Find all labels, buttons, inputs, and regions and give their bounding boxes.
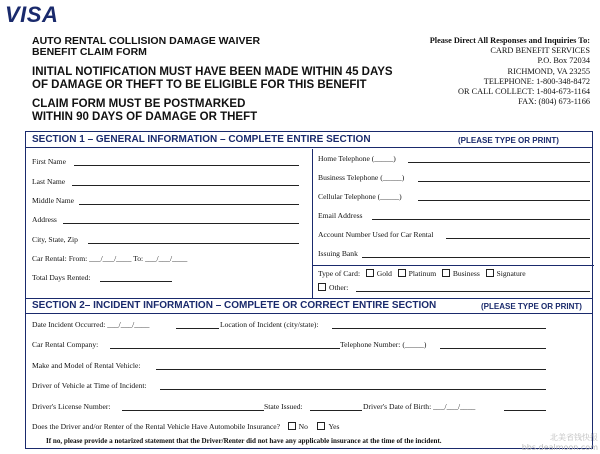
date-of-birth-label: Driver's Date of Birth: ___/___/____ xyxy=(363,402,476,411)
city-state-zip-field[interactable] xyxy=(88,243,299,244)
home-telephone-label: Home Telephone (_____) xyxy=(318,154,396,163)
dob-underline xyxy=(504,410,546,411)
claim-form xyxy=(25,131,593,449)
last-name-label: Last Name xyxy=(32,177,66,186)
middle-name-field[interactable] xyxy=(79,204,299,205)
car-rental-company-label: Car Rental Company: xyxy=(32,340,99,349)
insurance-question: Does the Driver and/or Renter of the Rental Vehicle Have Automobile Insurance? No Yes xyxy=(32,422,340,431)
account-number-field[interactable] xyxy=(446,238,590,239)
section1-divider xyxy=(312,149,313,299)
business-telephone-label: Business Telephone (_____) xyxy=(318,173,405,182)
issuing-bank-label: Issuing Bank xyxy=(318,249,358,258)
make-model-label: Make and Model of Rental Vehicle: xyxy=(32,361,141,370)
visa-logo: VISA xyxy=(5,2,59,27)
email-label: Email Address xyxy=(318,211,363,220)
address-po: P.O. Box 72034 xyxy=(537,56,590,66)
car-rental-from-label: Car Rental: From: ___/___/____ To: ___/___/____ xyxy=(32,254,188,263)
date-incident-field[interactable]: ___/___/____ xyxy=(107,320,150,329)
phone-number-field[interactable] xyxy=(440,348,546,349)
notice-line1: INITIAL NOTIFICATION MUST HAVE BEEN MADE WITHIN 45 DAYS xyxy=(32,66,393,78)
address-label: Address xyxy=(32,215,57,224)
card-other-field[interactable] xyxy=(356,291,590,292)
issuing-bank-field[interactable] xyxy=(362,257,590,258)
address-telephone: TELEPHONE: 1-800-348-8472 xyxy=(483,76,590,86)
date-incident-underline xyxy=(176,328,219,329)
account-number-label: Account Number Used for Car Rental xyxy=(318,230,434,239)
location-incident-field[interactable] xyxy=(332,328,546,329)
cellular-telephone-label: Cellular Telephone (_____) xyxy=(318,192,402,201)
no-insurance-instruction: If no, please provide a notarized statement that the Driver/Renter did not have any applicable insurance at the time of the incident. xyxy=(46,437,442,445)
card-type-separator xyxy=(312,265,594,266)
watermark-line1: 北美省钱快报 xyxy=(550,433,598,442)
section2-title: SECTION 2– INCIDENT INFORMATION – COMPLETE OR CORRECT ENTIRE SECTION xyxy=(32,300,437,311)
watermark-line2: bbs.dealmoon.com xyxy=(521,443,598,452)
license-number-field[interactable] xyxy=(122,410,264,411)
location-incident-label: Location of Incident (city/state): xyxy=(220,320,319,329)
first-name-label: First Name xyxy=(32,157,66,166)
address-direct: Please Direct All Responses and Inquiries To: xyxy=(429,36,590,45)
state-issued-field[interactable] xyxy=(310,410,362,411)
city-state-zip-label: City, State, Zip xyxy=(32,235,78,244)
total-days-field[interactable] xyxy=(100,281,172,282)
address-field[interactable] xyxy=(63,223,299,224)
total-days-label: Total Days Rented: xyxy=(32,273,91,282)
make-model-field[interactable] xyxy=(156,369,546,370)
phone-number-label: Telephone Number: (_____) xyxy=(340,340,427,349)
mailing-address xyxy=(430,36,590,107)
address-city: RICHMOND, VA 23255 xyxy=(507,66,590,76)
date-incident-label: Date Incident Occurred: ___/___/____ xyxy=(32,320,150,329)
driver-field[interactable] xyxy=(160,389,546,390)
state-issued-label: State Issued: xyxy=(264,402,303,411)
platinum-checkbox[interactable] xyxy=(398,269,406,277)
card-type-row: Type of Card: Gold Platinum Business Signature xyxy=(318,269,526,278)
insurance-yes-checkbox[interactable] xyxy=(317,422,325,430)
middle-name-label: Middle Name xyxy=(32,196,74,205)
date-of-birth-field[interactable]: ___/___/____ xyxy=(433,402,476,411)
car-rental-company-field[interactable] xyxy=(110,348,340,349)
section1-header xyxy=(26,132,592,148)
address-fax: FAX: (804) 673-1166 xyxy=(518,97,590,107)
driver-label: Driver of Vehicle at Time of Incident: xyxy=(32,381,147,390)
card-other-row: Other: xyxy=(318,283,348,292)
section2-header xyxy=(26,299,592,314)
notice-line3: CLAIM FORM MUST BE POSTMARKED xyxy=(32,98,246,110)
gold-checkbox[interactable] xyxy=(366,269,374,277)
license-number-label: Driver's License Number: xyxy=(32,402,111,411)
business-checkbox[interactable] xyxy=(442,269,450,277)
notice-line4: WITHIN 90 DAYS OF DAMAGE OR THEFT xyxy=(32,111,258,123)
address-collect: OR CALL COLLECT: 1-804-673-1164 xyxy=(458,87,590,97)
cellular-telephone-field[interactable] xyxy=(418,200,590,201)
first-name-field[interactable] xyxy=(74,165,299,166)
last-name-field[interactable] xyxy=(72,185,299,186)
section1-note: (PLEASE TYPE OR PRINT) xyxy=(458,135,559,145)
rental-to-date-field[interactable]: ___/___/____ xyxy=(145,254,188,263)
card-type-label: Type of Card: xyxy=(318,269,361,278)
form-title-line2: BENEFIT CLAIM FORM xyxy=(32,46,147,58)
other-checkbox[interactable] xyxy=(318,283,326,291)
email-field[interactable] xyxy=(372,219,590,220)
insurance-no-checkbox[interactable] xyxy=(288,422,296,430)
home-telephone-field[interactable] xyxy=(408,162,590,163)
business-telephone-field[interactable] xyxy=(418,181,590,182)
address-org: CARD BENEFIT SERVICES xyxy=(490,46,590,56)
section2-note: (PLEASE TYPE OR PRINT) xyxy=(481,301,582,311)
form-title-line1: AUTO RENTAL COLLISION DAMAGE WAIVER xyxy=(32,35,261,47)
rental-from-date-field[interactable]: ___/___/____ xyxy=(89,254,132,263)
notice-line2: OF DAMAGE OR THEFT TO BE ELIGIBLE FOR THIS BENEFIT xyxy=(32,79,367,91)
section1-title: SECTION 1 – GENERAL INFORMATION – COMPLETE ENTIRE SECTION xyxy=(32,134,371,145)
watermark xyxy=(522,433,598,453)
signature-checkbox[interactable] xyxy=(486,269,494,277)
